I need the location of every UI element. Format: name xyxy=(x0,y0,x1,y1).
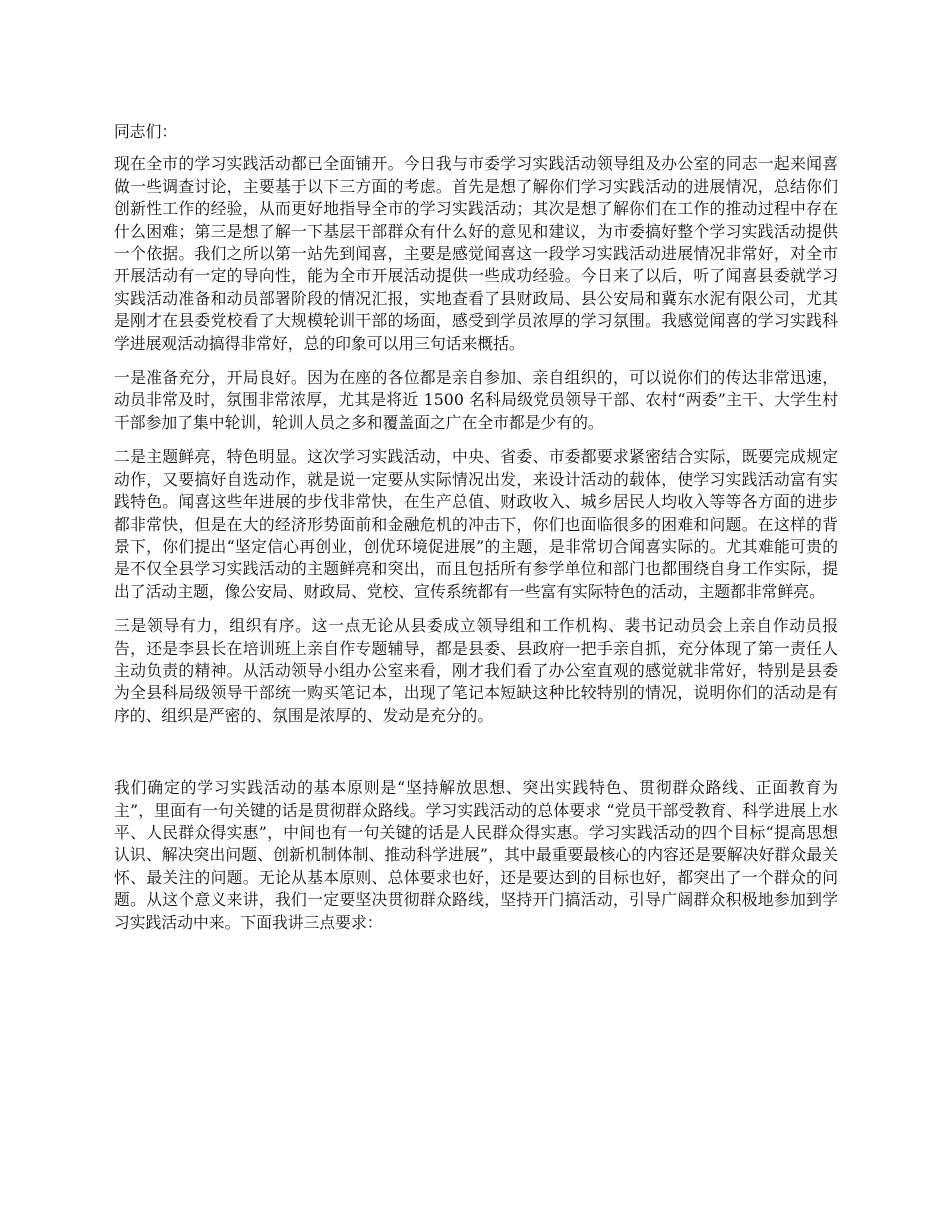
paragraph-point-one: 一是准备充分，开局良好。因为在座的各位都是亲自参加、亲自组织的，可以说你们的传达非常迅速，动员非常及时，氛围非常浓厚，尤其是将近 1500 名科局级党员领导干部、农村“两委”主干、大学生村干部参加了集中轮训，轮训人员之多和覆盖面之广在全市都是少有的。 xyxy=(114,368,838,432)
paragraph-point-two: 二是主题鲜亮，特色明显。这次学习实践活动，中央、省委、市委都要求紧密结合实际，既要完成规定动作，又要搞好自选动作，就是说一定要从实际情况出发，来设计活动的载体，使学习实践活动富有实践特色。闻喜这些年进展的步伐非常快，在生产总值、财政收入、城乡居民人均收入等等各方面的进步都非常快，但是在大的经济形势面前和金融危机的冲击下，你们也面临很多的困难和问题。在这样的背景下，你们提出“坚定信心再创业，创优环境促进展”的主题，是非常切合闻喜实际的。尤其难能可贵的是不仅全县学习实践活动的主题鲜亮和突出，而且包括所有参学单位和部门也都围绕自身工作实际，提出了活动主题，像公安局、财政局、党校、宣传系统都有一些富有实际特色的活动，主题都非常鲜亮。 xyxy=(114,447,838,601)
paragraph-principles: 我们确定的学习实践活动的基本原则是“坚持解放思想、突出实践特色、贯彻群众路线、正面教育为主”，里面有一句关键的话是贯彻群众路线。学习实践活动的总体要求 “党员干部受教育、科学进展上水平、人民群众得实惠”，中间也有一句关键的话是人民群众得实惠。学习实践活动的四个目标“提高思想认识、解决突出问题、创新机制体制、推动科学进展”，其中最重要最核心的内容还是要解决好群众最关怀、最关注的问题。无论从基本原则、总体要求也好，还是要达到的目标也好，都突出了一个群众的问题。从这个意义来讲，我们一定要坚决贯彻群众路线，坚持开门搞活动，引导广阔群众积极地参加到学习实践活动中来。下面我讲三点要求： xyxy=(114,778,838,932)
paragraph-point-three: 三是领导有力，组织有序。这一点无论从县委成立领导组和工作机构、裴书记动员会上亲自作动员报告，还是李县长在培训班上亲自作专题辅导，都是县委、县政府一把手亲自抓，充分体现了第一责任人主动负责的精神。从活动领导小组办公室来看，刚才我们看了办公室直观的感觉就非常好，特别是县委为全县科局级领导干部统一购买笔记本，出现了笔记本短缺这种比较特别的情况，说明你们的活动是有序的、组织是严密的、氛围是浓厚的、发动是充分的。 xyxy=(114,616,838,725)
section-gap xyxy=(114,739,838,777)
paragraph-intro: 现在全市的学习实践活动都已全面铺开。今日我与市委学习实践活动领导组及办公室的同志一起来闻喜做一些调查讨论，主要基于以下三方面的考虑。首先是想了解你们学习实践活动的进展情况，总结你们创新性工作的经验，从而更好地指导全市的学习实践活动；其次是想了解你们在工作的推动过程中存在什么困难；第三是想了解一下基层干部群众有什么好的意见和建议，为市委搞好整个学习实践活动提供一个依据。我们之所以第一站先到闻喜，主要是感觉闻喜这一段学习实践活动进展情况非常好，对全市开展活动有一定的导向性，能为全市开展活动提供一些成功经验。今日来了以后，听了闻喜县委就学习实践活动准备和动员部署阶段的情况汇报，实地查看了县财政局、县公安局和冀东水泥有限公司，尤其是刚才在县委党校看了大规模轮训干部的场面，感受到学员浓厚的学习氛围。我感觉闻喜的学习实践科学进展观活动搞得非常好，总的印象可以用三句话来概括。 xyxy=(114,154,838,353)
document-body xyxy=(114,121,838,946)
salutation: 同志们： xyxy=(114,122,178,141)
